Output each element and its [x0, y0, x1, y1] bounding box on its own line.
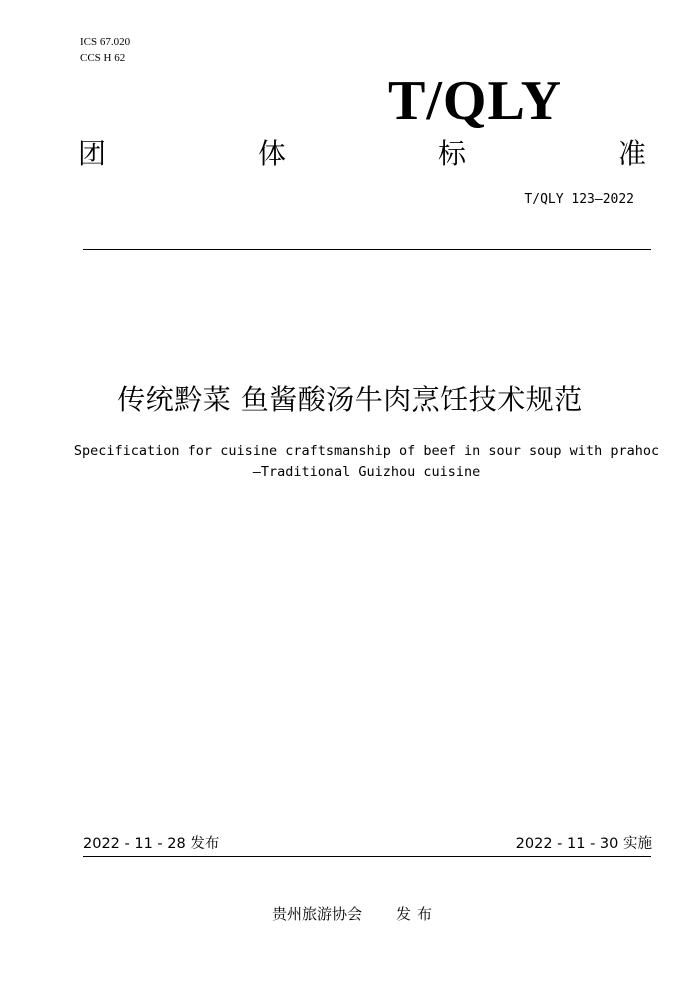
ccs-code: CCS H 62: [80, 52, 126, 64]
standard-type-char: 体: [257, 137, 286, 170]
publisher: [272, 903, 438, 925]
issue-date: 2022 - 11 - 28 发布: [83, 836, 220, 852]
standard-type-char: 准: [617, 137, 646, 170]
publisher-name: 贵州旅游协会: [272, 905, 363, 923]
title-english: [0, 441, 700, 483]
standard-type-char: 标: [437, 137, 466, 170]
standard-logo: T/QLY: [388, 70, 563, 132]
title-chinese: 传统黔菜 鱼酱酸汤牛肉烹饪技术规范: [117, 383, 583, 416]
title-english-line: Specification for cuisine craftsmanship of beef in sour soup with prahoc: [73, 443, 660, 459]
footer-divider: [83, 856, 651, 857]
classification-codes: [80, 34, 130, 66]
implementation-date: 2022 - 11 - 30 实施: [515, 836, 652, 852]
title-english-line: —Traditional Guizhou cuisine: [252, 464, 481, 480]
standard-type: [78, 134, 646, 174]
publish-action: 发布: [396, 905, 439, 923]
standard-type-char: 团: [78, 137, 107, 170]
header-divider: [83, 249, 651, 250]
ics-code: ICS 67.020: [80, 36, 131, 48]
standard-code: T/QLY 123—2022: [524, 192, 634, 207]
